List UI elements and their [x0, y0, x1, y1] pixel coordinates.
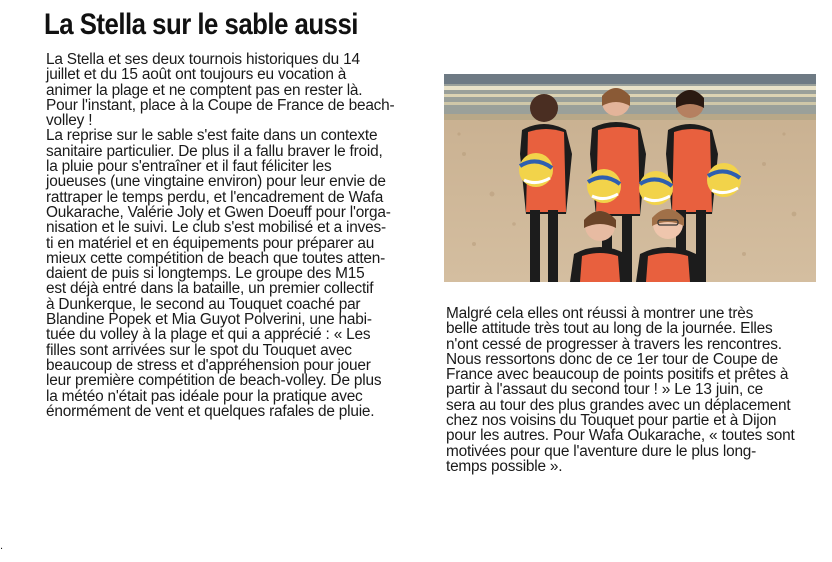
text-line: animer la plage et ne comptent pas en rester là.: [46, 81, 363, 99]
text-line: énormément de vent et quelques rafales de pluie.: [46, 402, 375, 420]
text-line: sera au tour des plus grandes avec un déplacement: [446, 396, 791, 414]
text-line: motivées pour que l'aventure dure le plus long-: [446, 442, 757, 460]
volleyball: [639, 171, 673, 205]
text-line: tuée du volley à la plage et qui a apprécié : « Les: [46, 326, 371, 344]
team-photo-illustration: [444, 74, 816, 282]
text-line: Blandine Popek et Mia Guyot Polverini, une habi-: [46, 311, 372, 329]
text-line: sanitaire particulier. De plus il a fallu braver le froid,: [46, 142, 383, 160]
text-line: Oukarache, Valérie Joly et Gwen Doeuff pour l'orga-: [46, 203, 391, 221]
volleyball: [707, 163, 741, 197]
article-left-column: [46, 52, 426, 419]
text-line: beaucoup de stress et d'appréhension pour jouer: [46, 356, 371, 374]
text-line: ti en matériel et en équipements pour préparer au: [46, 234, 375, 252]
text-line: volley !: [46, 112, 93, 130]
text-line: temps possible ».: [446, 457, 563, 475]
text-line: n'ont cessé de progresser à travers les rencontres.: [446, 335, 782, 353]
volleyball: [519, 153, 553, 187]
article-right-column: [446, 306, 816, 474]
text-line: à Dunkerque, le second au Touquet coaché par: [46, 295, 361, 313]
text-line: partir à l'assaut du second tour ! » Le 13 juin, ce: [446, 381, 763, 399]
text-line: joueuses (une vingtaine environ) pour leur envie de: [46, 173, 386, 191]
text-line: filles sont arrivées sur le spot du Touquet avec: [46, 341, 352, 359]
stray-mark: .: [0, 540, 4, 552]
text-line: France avec beaucoup de points positifs et prêtes à: [446, 366, 789, 384]
text-line: daient de puis si longtemps. Le groupe des M15: [46, 265, 365, 283]
text-line: Pour l'instant, place à la Coupe de France de beach-: [46, 96, 395, 114]
text-line: la pluie pour s'entraîner et il faut féliciter les: [46, 158, 332, 176]
text-line: chez nos voisins du Touquet pour partie et à Dijon: [446, 412, 777, 430]
text-line: nisation et le suivi. Le club s'est mobilisé et a inves-: [46, 219, 386, 237]
text-line: belle attitude très tout au long de la journée. Elles: [446, 320, 773, 338]
text-line: Malgré cela elles ont réussi à montrer une très: [446, 305, 754, 322]
text-line: la météo n'était pas idéale pour la pratique avec: [46, 387, 363, 405]
text-line: pour les autres. Pour Wafa Oukarache, « toutes sont: [446, 427, 795, 445]
text-line: La Stella et ses deux tournois historiques du 14: [46, 51, 360, 68]
team-photo: [444, 74, 816, 282]
text-line: La reprise sur le sable s'est faite dans un contexte: [46, 127, 378, 145]
volleyball: [587, 169, 621, 203]
text-line: juillet et du 15 août ont toujours eu vocation à: [46, 66, 347, 84]
text-line: leur première compétition de beach-volley. De plus: [46, 372, 382, 390]
text-line: Nous ressortons donc de ce 1er tour de Coupe de: [446, 350, 778, 368]
text-line: rattraper le temps perdu, et l'encadrement de Wafa: [46, 188, 384, 206]
text-line: mieux cette compétition de beach que toutes atten-: [46, 249, 386, 267]
article-headline: La Stella sur le sable aussi: [44, 8, 358, 41]
text-line: est déjà entré dans la bataille, un premier collectif: [46, 280, 374, 298]
